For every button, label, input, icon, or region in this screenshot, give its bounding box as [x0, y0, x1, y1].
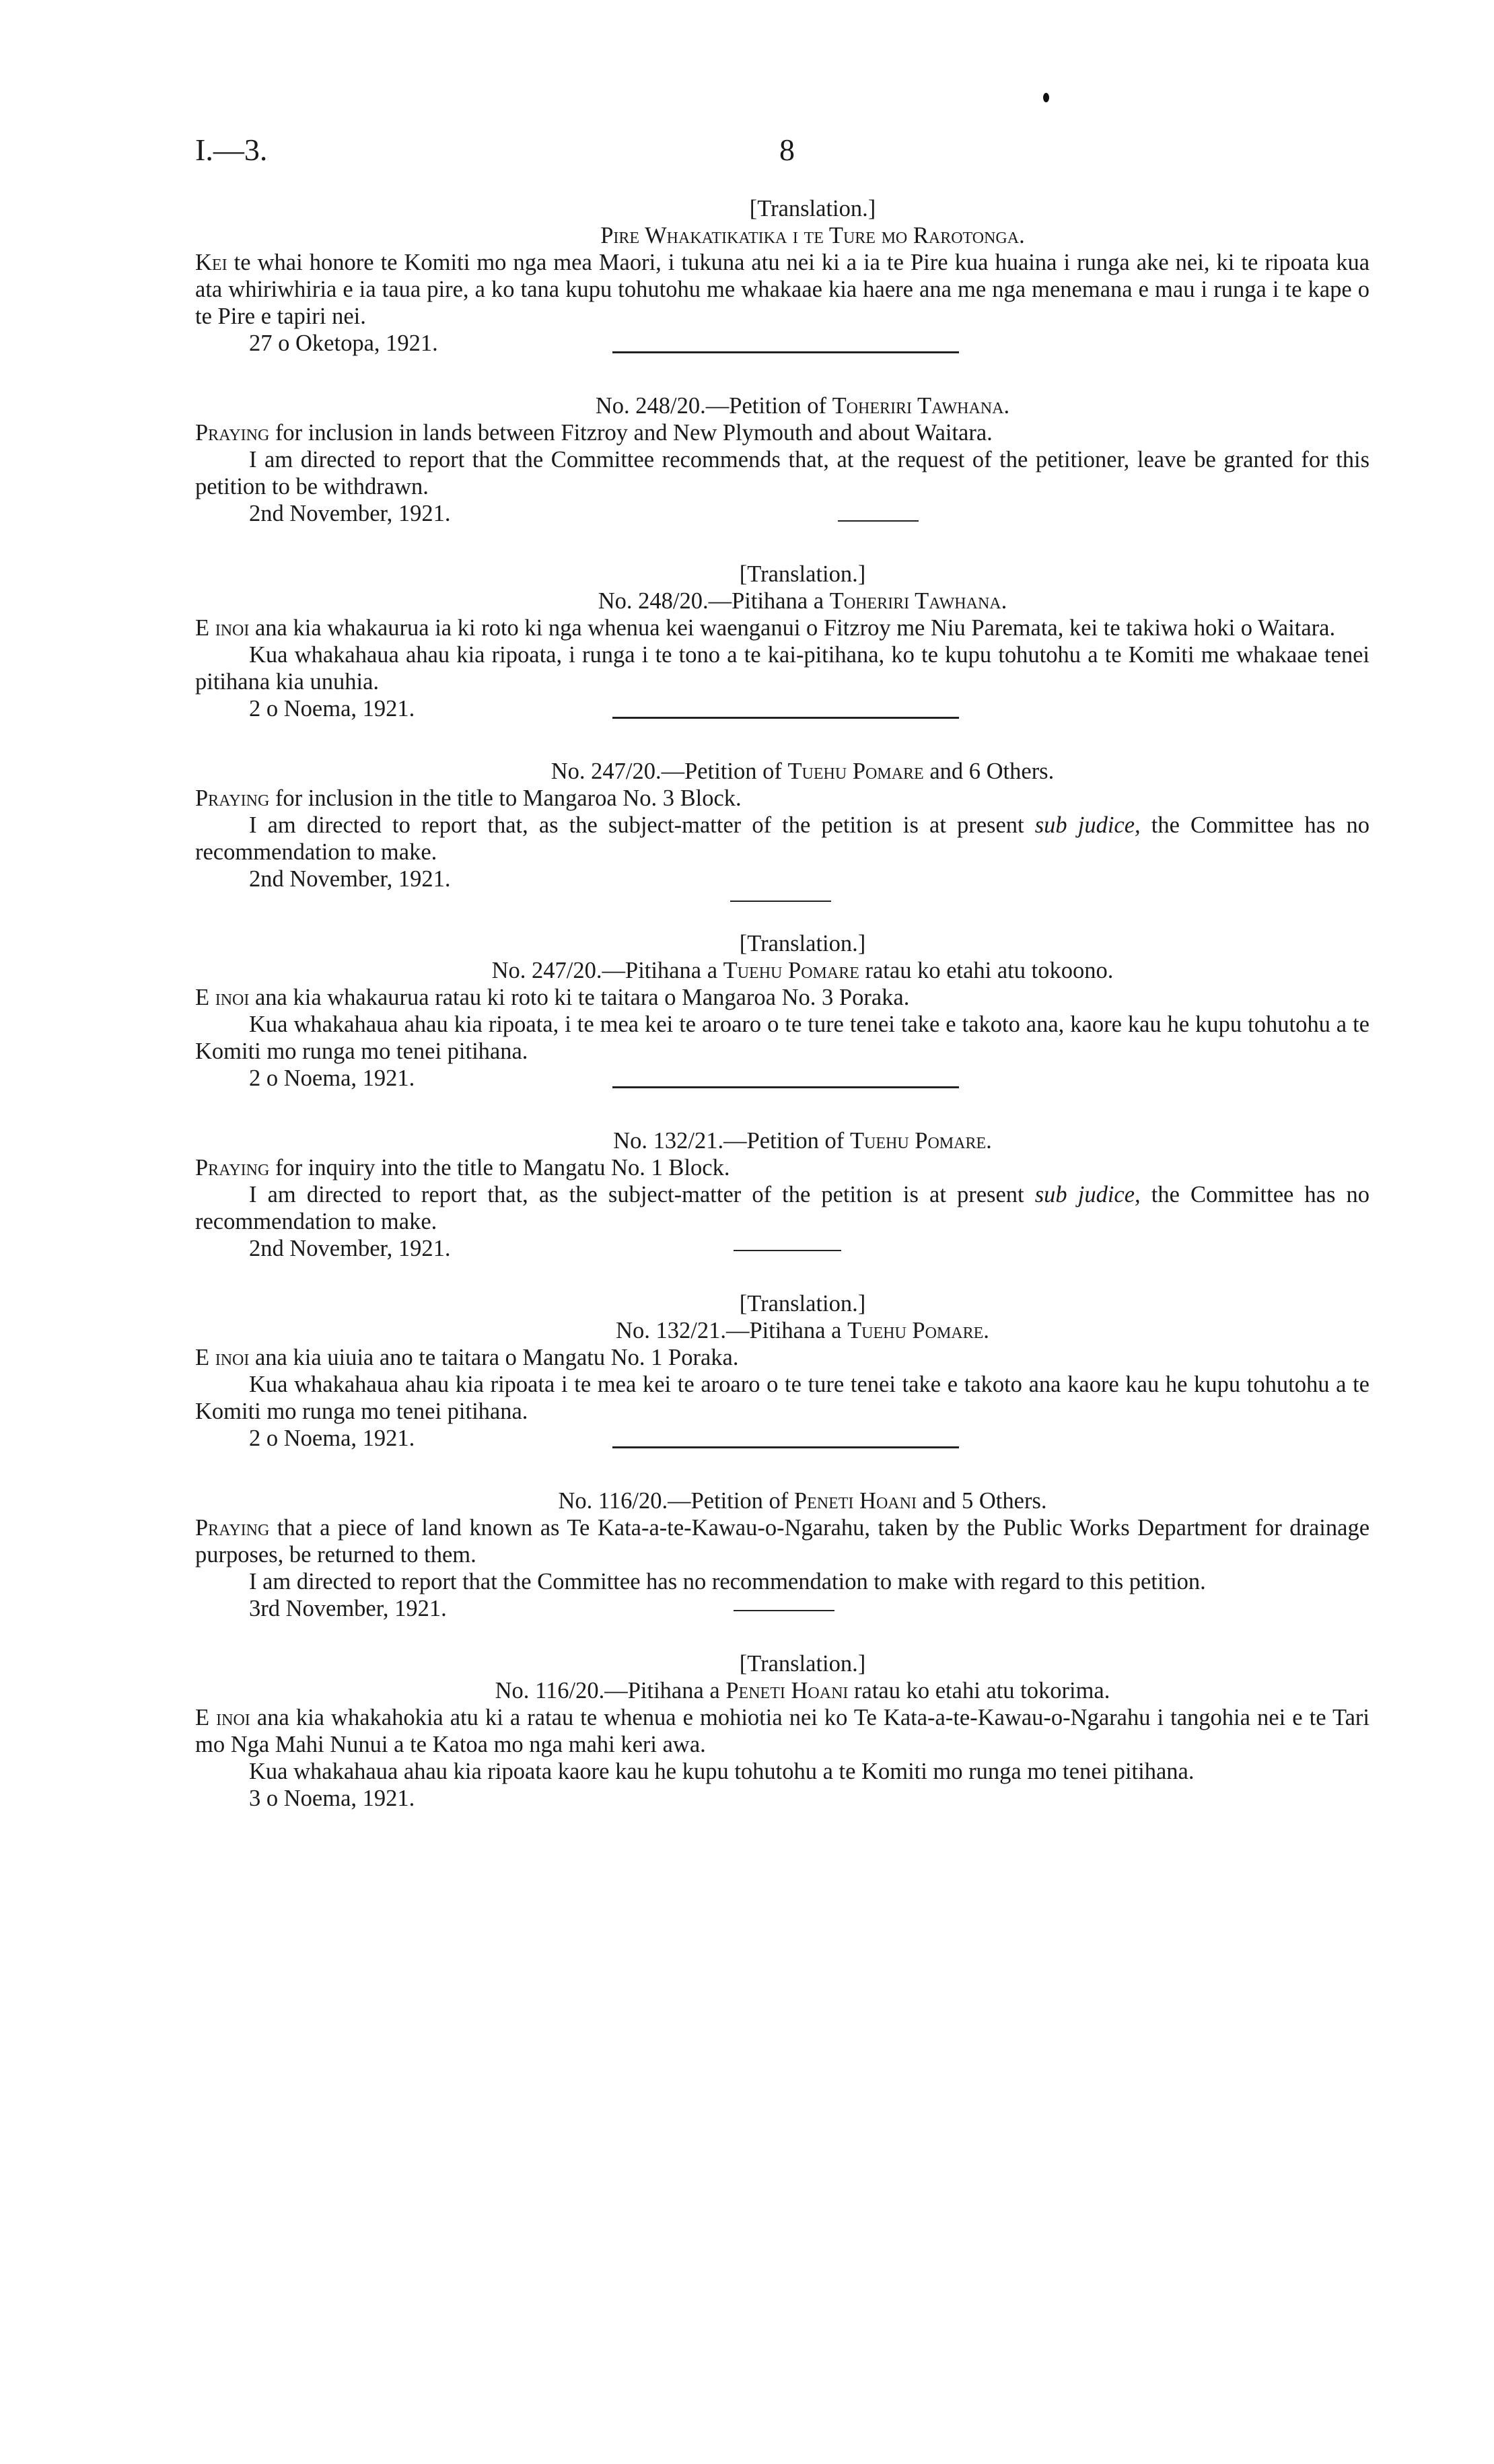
section-translation-248 — [195, 561, 1370, 722]
section-title — [195, 758, 1370, 785]
section-divider — [734, 1250, 841, 1251]
body-text: for inclusion in the title to Mangaroa No. 3 Block. — [275, 785, 742, 811]
page-reference: I.—3. — [195, 133, 268, 167]
report-text: Kua whakahaua ahau kia ripoata, i runga i te tono a te kai-pitihana, ko te kupu tohutohu a te Komiti me whakaae tenei pitihana kia unuhia. — [195, 642, 1370, 695]
title-prefix: No. 132/21.—Petition of — [613, 1128, 845, 1154]
body-text: te whai honore te Komiti mo nga mea Maori, i tukuna atu nei ki a ia te Pire kua huaina i runga ake nei, ki te ripoata kua ata whiriwhiria e ia taua pire, a ko tana kupu tohutohu me whakaae kia haere ana me nga menemana e mau i runga i te kape o te Pire e tapiri nei. — [195, 250, 1370, 329]
translation-label: [Translation.] — [739, 931, 866, 956]
report-text: Kua whakahaua ahau kia ripoata kaore kau he kupu tohutohu a te Komiti mo runga mo tenei pitihana. — [249, 1759, 1195, 1784]
ink-speck — [1043, 93, 1049, 102]
lead-word: E inoi — [195, 615, 250, 641]
section-date: 2 o Noema, 1921. — [249, 1065, 415, 1091]
section-date: 2nd November, 1921. — [249, 501, 451, 526]
petitioner-name: Tuehu Pomare. — [847, 1318, 989, 1343]
date-text: 3rd November, 1921. — [249, 1596, 447, 1621]
page-number: 8 — [779, 133, 795, 167]
latin-term: sub judice, — [1034, 812, 1141, 838]
title-prefix: No. 247/20.—Pitihana a — [491, 958, 718, 983]
section-petition-248 — [195, 392, 1370, 527]
report-text: Kua whakahaua ahau kia ripoata, i te mea kei te aroaro o te ture tenei take e takoto ana, kaore kau he kupu tohutohu a te Komiti mo runga mo tenei pitihana. — [195, 1012, 1370, 1064]
date-text: 2nd November, 1921. — [249, 1236, 451, 1261]
body-text: ana kia uiuia ano te taitara o Mangatu No. 1 Poraka. — [254, 1345, 739, 1370]
body-text: the Committee has no recommendation to make. — [195, 812, 1370, 865]
section-date — [195, 1595, 1370, 1622]
prayer-text — [195, 1704, 1370, 1758]
section-title — [195, 392, 1370, 419]
report-text: I am directed to report that the Committee recommends that, at the request of the petitioner, leave be granted for this petition to be withdrawn. — [195, 447, 1370, 499]
title-prefix: No. 248/20.—Petition of — [595, 393, 826, 419]
title-prefix: No. 132/21.—Pitihana a — [616, 1318, 842, 1343]
lead-word: Praying — [195, 420, 270, 446]
body-text: for inclusion in lands between Fitzroy and New Plymouth and about Waitara. — [275, 420, 993, 446]
section-date — [195, 1235, 1370, 1262]
section-date: 3 o Noema, 1921. — [249, 1786, 415, 1811]
section-translation-132 — [195, 1290, 1370, 1452]
petitioner-name: Toheriri Tawhana. — [829, 588, 1007, 614]
lead-word: E inoi — [195, 1345, 250, 1370]
lead-word: Praying — [195, 1155, 270, 1181]
lead-word: E inoi — [195, 1705, 250, 1730]
section-petition-116 — [195, 1487, 1370, 1622]
title-prefix: No. 116/20.—Pitihana a — [495, 1678, 720, 1703]
petitioner-name: Peneti Hoani — [725, 1678, 849, 1703]
report-text — [195, 812, 1370, 866]
title-suffix: ratau ko etahi atu tokoono. — [865, 958, 1114, 983]
body-text: ana kia whakaurua ia ki roto ki nga whenua kei waenganui o Fitzroy me Niu Paremata, kei te takiwa hoki o Waitara. — [254, 615, 1336, 641]
section-translation-116 — [195, 1650, 1370, 1812]
body-text: that a piece of land known as Te Kata-a-te-Kawau-o-Ngarahu, taken by the Public Works Department for drainage purposes, be returned to them. — [195, 1515, 1370, 1568]
prayer-text — [195, 984, 1370, 1011]
lead-word: Praying — [195, 1515, 270, 1541]
document-body — [195, 195, 1370, 1812]
section-title — [195, 1487, 1370, 1514]
lead-word: E inoi — [195, 985, 250, 1010]
section-date: 2nd November, 1921. — [249, 866, 451, 892]
translation-label: [Translation.] — [739, 561, 866, 587]
body-text: the Committee has no recommendation to make. — [195, 1182, 1370, 1234]
title-suffix: and 5 Others. — [922, 1488, 1047, 1514]
lead-word: Praying — [195, 785, 270, 811]
petitioner-name: Peneti Hoani — [793, 1488, 917, 1514]
report-text: Kua whakahaua ahau kia ripoata i te mea kei te aroaro o te ture tenei take e takoto ana kaore kau he kupu tohutohu a te Komiti mo runga mo tenei pitihana. — [195, 1372, 1370, 1424]
translation-label: [Translation.] — [749, 196, 876, 221]
title-prefix: No. 248/20.—Pitihana a — [598, 588, 824, 614]
section-divider — [734, 1610, 834, 1611]
section-title — [195, 957, 1370, 984]
body-text: ana kia whakaurua ratau ki roto ki te taitara o Mangaroa No. 3 Poraka. — [254, 985, 910, 1010]
translation-label: [Translation.] — [739, 1651, 866, 1677]
section-title: Pire Whakatikatika i te Ture mo Rarotonga. — [600, 223, 1025, 248]
section-petition-132 — [195, 1127, 1370, 1262]
section-body — [195, 249, 1370, 330]
petitioner-name: Toheriri Tawhana. — [832, 393, 1010, 419]
title-suffix: and 6 Others. — [929, 759, 1055, 784]
section-title — [195, 1317, 1370, 1344]
body-text: I am directed to report that, as the subject-matter of the petition is at present — [249, 1182, 1024, 1207]
prayer-text — [195, 1514, 1370, 1568]
body-text: ana kia whakahokia atu ki a ratau te whenua e mohiotia nei ko Te Kata-a-te-Kawau-o-Ngarahu i tangohia nei e te Tari mo Nga Mahi Nunui a te Katoa mo nga mahi keri awa. — [195, 1705, 1370, 1757]
petitioner-name: Tuehu Pomare — [723, 958, 859, 983]
lead-word: Kei — [195, 250, 227, 275]
prayer-text — [195, 614, 1370, 641]
section-title — [195, 1127, 1370, 1154]
latin-term: sub judice, — [1034, 1182, 1141, 1207]
section-date: 27 o Oketopa, 1921. — [249, 330, 438, 356]
section-date: 2 o Noema, 1921. — [249, 696, 415, 721]
title-prefix: No. 116/20.—Petition of — [558, 1488, 789, 1514]
title-prefix: No. 247/20.—Petition of — [550, 759, 782, 784]
report-text: I am directed to report that the Committee has no recommendation to make with regard to this petition. — [249, 1569, 1206, 1594]
translation-label: [Translation.] — [739, 1291, 866, 1316]
body-text: I am directed to report that, as the subject-matter of the petition is at present — [249, 812, 1024, 838]
section-title — [195, 588, 1370, 614]
title-suffix: ratau ko etahi atu tokorima. — [854, 1678, 1110, 1703]
section-petition-247 — [195, 758, 1370, 892]
section-rarotonga-bill — [195, 195, 1370, 357]
prayer-text — [195, 1344, 1370, 1371]
section-title — [195, 1677, 1370, 1704]
section-translation-247 — [195, 930, 1370, 1092]
petitioner-name: Tuehu Pomare. — [849, 1128, 992, 1154]
prayer-text — [195, 1154, 1370, 1181]
section-date: 2 o Noema, 1921. — [249, 1425, 415, 1451]
report-text — [195, 1181, 1370, 1235]
body-text: for inquiry into the title to Mangatu No. 1 Block. — [275, 1155, 730, 1181]
prayer-text — [195, 419, 1370, 446]
petitioner-name: Tuehu Pomare — [787, 759, 924, 784]
prayer-text — [195, 785, 1370, 812]
